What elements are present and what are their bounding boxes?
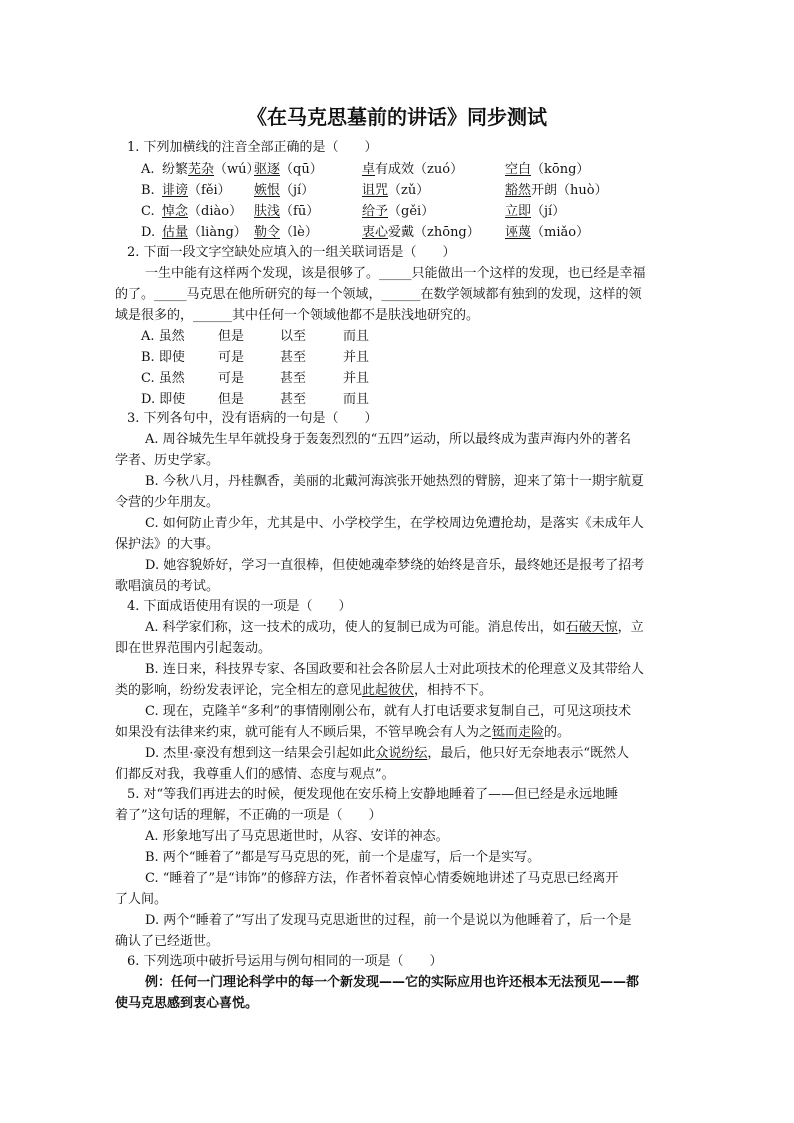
question-5-stem: 5. 对“等我们再进去的时候，便发现他在安乐椅上安静地睡着了——但已经是永远地睡 — [127, 787, 619, 802]
pinyin-item: 衷心爱戴（zhōng） — [362, 225, 480, 240]
option-word: 以至 — [280, 329, 307, 344]
underlined-idiom: 铤而走险 — [492, 725, 545, 740]
question-4-line: 们都反对我，我尊重人们的感情、态度与观点”。 — [115, 767, 395, 782]
option-label: C. 虽然 — [141, 371, 185, 386]
pinyin-item: 勒令（lè） — [254, 225, 318, 240]
question-4-line: B. 连日来，科技界专家、各国政要和社会各阶层人士对此项技术的伦理意义及其带给人 — [145, 662, 644, 677]
question-4-line: C. 现在，克隆羊“多利”的事情刚刚公布，就有人打电话要求复制自己，可见这项技术 — [145, 704, 632, 719]
underlined-idiom: 石破天惊 — [565, 620, 618, 635]
question-3-line: C. 如何防止青少年，尤其是中、小学校学生，在学校周边免遭抢劫，是落实《未成年人 — [145, 516, 644, 531]
option-word: 可是 — [218, 350, 245, 365]
option-word: 甚至 — [280, 392, 307, 407]
question-3-line: 令营的少年朋友。 — [115, 495, 220, 510]
question-3-line: D. 她容貌娇好，学习一直很棒，但使她魂牵梦绕的始终是音乐，最终她还是报考了招考 — [145, 558, 645, 573]
pinyin-item: 估量（liàng） — [162, 225, 247, 240]
option-label: D. — [141, 225, 156, 240]
question-4-line: A. 科学家们称，这一技术的成功，使人的复制已成为可能。消息传出，如石破天惊，立 — [145, 620, 644, 635]
pinyin-item: 空白（kōng） — [505, 162, 590, 177]
question-5-line: 着了”这句话的理解，不正确的一项是（ ） — [115, 808, 382, 823]
option-word: 甚至 — [280, 350, 307, 365]
underlined-idiom: 众说纷纭 — [375, 746, 428, 761]
option-word: 并且 — [343, 371, 370, 386]
option-word: 可是 — [218, 371, 245, 386]
question-6-example: 例：任何一门理论科学中的每一个新发现——它的实际应用也许还根本无法预见——都 — [145, 975, 640, 990]
pinyin-item: 给予（gěi） — [362, 204, 435, 219]
question-3-line: A. 周谷城先生早年就投身于轰轰烈烈的“五四”运动，所以最终成为蜚声海内外的著名 — [145, 432, 631, 447]
question-3-line: 保护法》的大事。 — [115, 537, 220, 552]
question-4-line: 即在世界范围内引起轰动。 — [115, 641, 272, 656]
question-4-stem: 4. 下面成语使用有误的一项是（ ） — [127, 599, 352, 614]
question-3-line: 学者、历史学家。 — [115, 453, 220, 468]
question-2-passage-line: 一生中能有这样两个发现，该是很够了。_____只能做出一个这样的发现，也已经是幸福 — [145, 266, 646, 281]
option-label: C. — [141, 204, 155, 219]
question-1-stem: 1. 下列加横线的注音全部正确的是（ ） — [127, 140, 378, 155]
pinyin-item: 驱逐（qū） — [254, 162, 323, 177]
question-2-passage-line: 的了。_____马克思在他所研究的每一个领域，______在数学领域都有独到的发现，这样的领 — [115, 287, 642, 302]
question-3-stem: 3. 下列各句中，没有语病的一句是（ ） — [127, 411, 378, 426]
question-6-stem: 6. 下列选项中破折号运用与例句相同的一项是（ ） — [127, 954, 443, 969]
question-5-line: C. “睡着了”是“讳饰”的修辞方法，作者怀着哀悼心情委婉地讲述了马克思已经离开 — [145, 871, 619, 886]
pinyin-item: 立即（jí） — [505, 204, 566, 219]
question-5-line: D. 两个“睡着了”写出了发现马克思逝世的过程，前一个是说以为他睡着了，后一个是 — [145, 913, 632, 928]
question-5-line: 确认了已经逝世。 — [115, 934, 220, 949]
document-title: 《在马克思墓前的讲话》同步测试 — [247, 105, 547, 129]
option-word: 并且 — [343, 350, 370, 365]
option-label: B. — [141, 183, 155, 198]
option-label: A. — [141, 162, 155, 177]
option-word: 但是 — [218, 392, 245, 407]
pinyin-item: 悼念（diào） — [162, 204, 243, 219]
pinyin-item: 诬蔑（miǎo） — [505, 225, 590, 240]
question-5-line: A. 形象地写出了马克思逝世时，从容、安详的神态。 — [145, 829, 449, 844]
option-word: 甚至 — [280, 371, 307, 386]
pinyin-item: 诅咒（zǔ） — [362, 183, 430, 198]
pinyin-item: 纷繁芜杂（wú） — [162, 162, 260, 177]
pinyin-item: 肤浅（fū） — [254, 204, 320, 219]
option-word: 而且 — [343, 329, 370, 344]
option-label: A. 虽然 — [141, 329, 185, 344]
question-3-line: 歌唱演员的考试。 — [115, 579, 220, 594]
question-2-passage-line: 域是很多的，______其中任何一个领域他都不是肤浅地研究的。 — [115, 308, 480, 323]
question-6-example: 使马克思感到衷心喜悦。 — [115, 996, 259, 1011]
question-4-line: 类的影响，纷纷发表评论，完全相左的意见此起彼伏，相持不下。 — [115, 683, 493, 698]
option-label: D. 即使 — [141, 392, 186, 407]
question-5-line: 了人间。 — [115, 892, 168, 907]
option-word: 而且 — [343, 392, 370, 407]
option-word: 但是 — [218, 329, 245, 344]
option-label: B. 即使 — [141, 350, 185, 365]
pinyin-item: 诽谤（fěi） — [162, 183, 231, 198]
question-4-line: 如果没有法律来约束，就可能有人不顾后果，不管早晚会有人为之铤而走险的。 — [115, 725, 571, 740]
question-4-line: D. 杰里·豪没有想到这一结果会引起如此众说纷纭，最后，他只好无奈地表示“既然人 — [145, 746, 630, 761]
pinyin-item: 卓有成效（zuó） — [362, 162, 464, 177]
question-3-line: B. 今秋八月，丹桂飘香，美丽的北戴河海滨张开她热烈的臂膀，迎来了第十一期宇航夏 — [145, 474, 644, 489]
underlined-idiom: 此起彼伏 — [362, 683, 415, 698]
pinyin-item: 嫉恨（jí） — [254, 183, 315, 198]
pinyin-item: 豁然开朗（huò） — [505, 183, 608, 198]
question-5-line: B. 两个“睡着了”都是写马克思的死，前一个是虚写，后一个是实写。 — [145, 850, 541, 865]
question-2-stem: 2. 下面一段文字空缺处应填入的一组关联词语是（ ） — [127, 245, 456, 260]
